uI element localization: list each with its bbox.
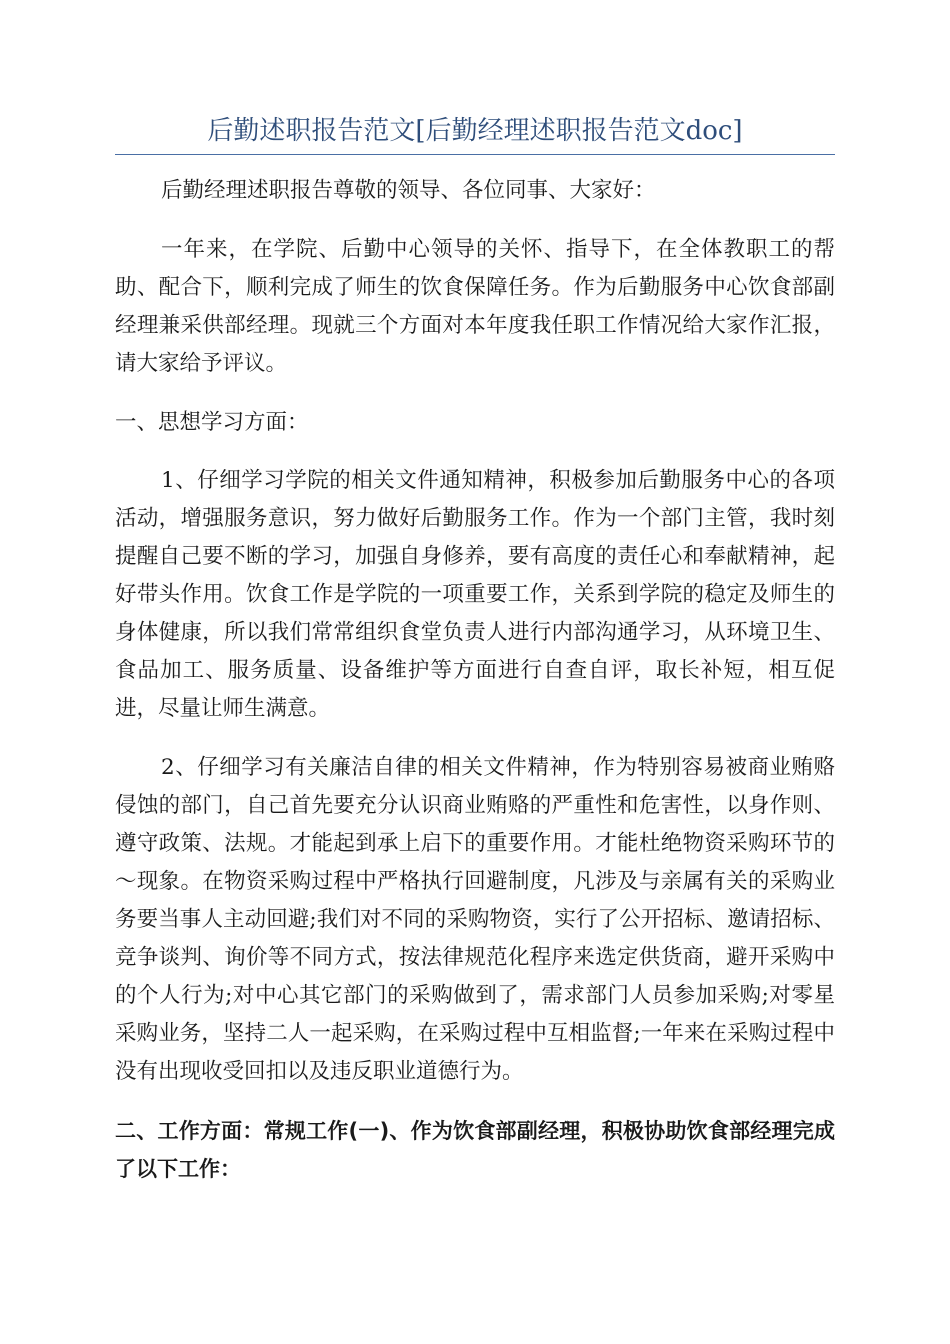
study-item-2: 2、仔细学习有关廉洁自律的相关文件精神，作为特别容易被商业贿赂侵蚀的部门，自己首先要充分认识商业贿赂的严重性和危害性，以身作则、遵守政策、法规。才能起到承上启下的重要作用。才能杜绝物资采购环节的～现象。在物资采购过程中严格执行回避制度，凡涉及与亲属有关的采购业务要当事人主动回避;我们对不同的采购物资，实行了公开招标、邀请招标、竞争谈判、询价等不同方式，按法律规范化程序来选定供货商，避开采购中的个人行为;对中心其它部门的采购做到了，需求部门人员参加采购;对零星采购业务，坚持二人一起采购，在采购过程中互相监督;一年来在采购过程中没有出现收受回扣以及违反职业道德行为。: [115, 755, 835, 1084]
study-item-1: 1、仔细学习学院的相关文件通知精神，积极参加后勤服务中心的各项活动，增强服务意识，努力做好后勤服务工作。作为一个部门主管，我时刻提醒自己要不断的学习，加强自身修养，要有高度的责任心和奉献精神，起好带头作用。饮食工作是学院的一项重要工作，关系到学院的稳定及师生的身体健康，所以我们常常组织食堂负责人进行内部沟通学习，从环境卫生、食品加工、服务质量、设备维护等方面进行自查自评，取长补短，相互促进，尽量让师生满意。: [115, 468, 835, 721]
intro-paragraph: 一年来，在学院、后勤中心领导的关怀、指导下，在全体教职工的帮助、配合下，顺利完成了师生的饮食保障任务。作为后勤服务中心饮食部副经理兼采供部经理。现就三个方面对本年度我任职工作情况给大家作汇报，请大家给予评议。: [115, 237, 835, 376]
title-underline: [115, 154, 835, 155]
greeting-paragraph: 后勤经理述职报告尊敬的领导、各位同事、大家好：: [161, 178, 656, 203]
document-body: [115, 172, 835, 1209]
section-heading-study: 一、思想学习方面：: [115, 410, 309, 435]
section-heading-work: 二、工作方面：常规工作(一)、作为饮食部副经理，积极协助饮食部经理完成了以下工作：: [115, 1119, 835, 1181]
document-title: 后勤述职报告范文[后勤经理述职报告范文doc]: [207, 116, 743, 146]
